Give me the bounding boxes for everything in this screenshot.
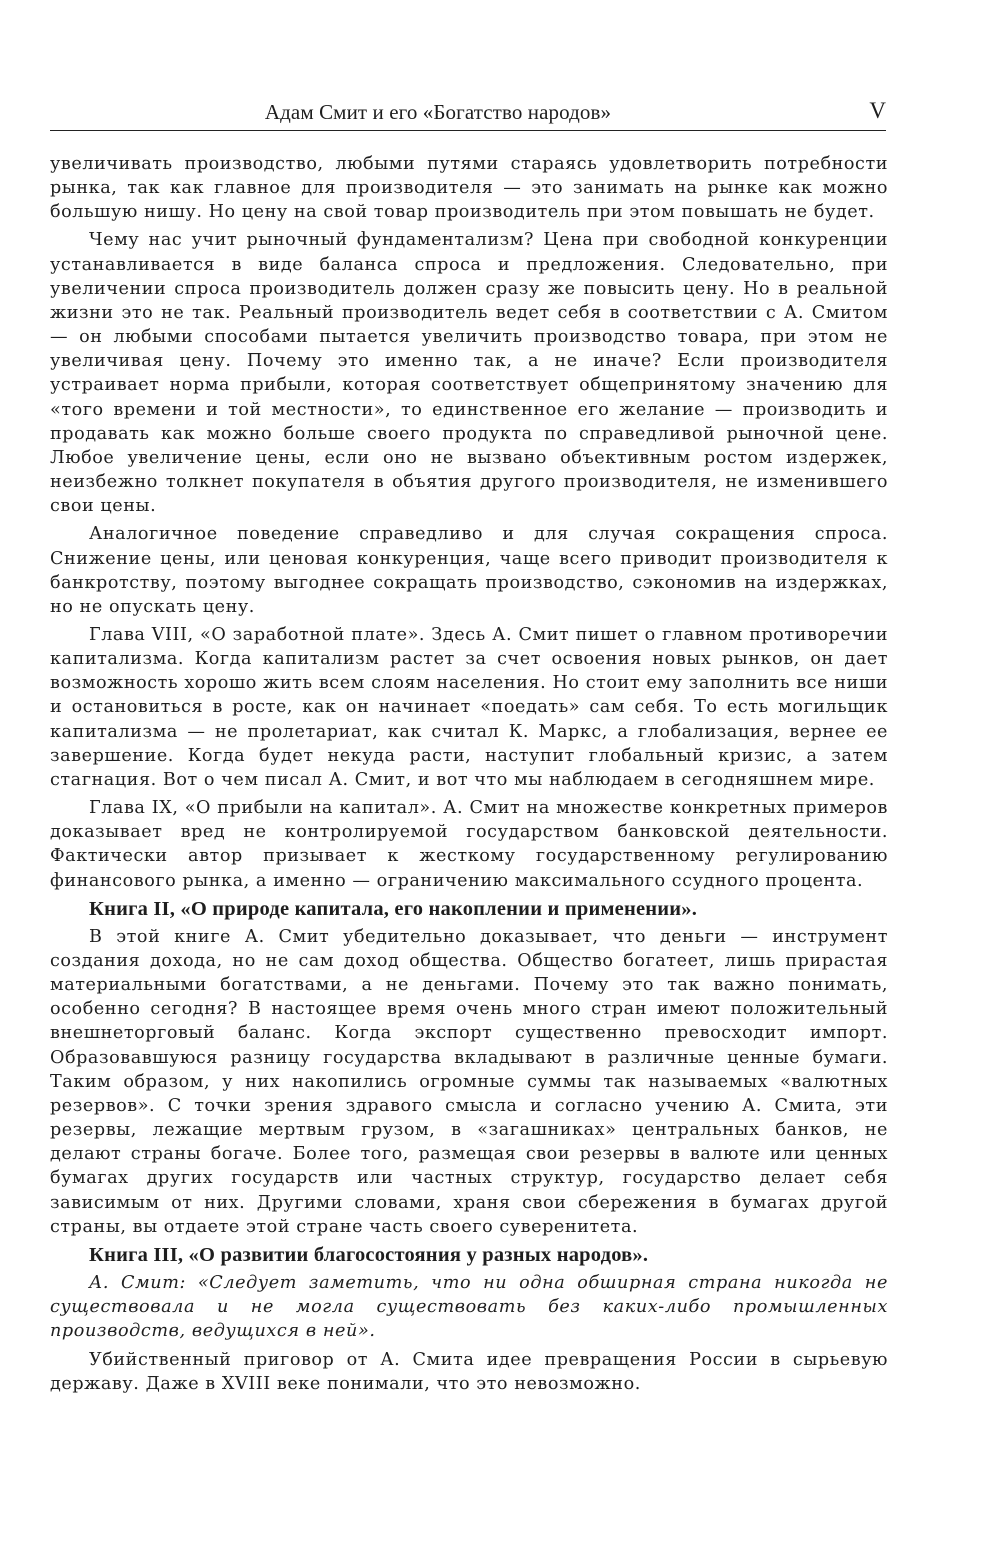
paragraph-market-fundamentalism: Чему нас учит рыночный фундаментализм? Цена при свободной конкуренции устанавливается в виде баланса спроса и предложения. Следовательно, при увеличении спроса производитель должен сразу же повысить цену. Но в реальной жизни это не так. Реальный производитель ведет себя в соответствии с А. Смитом — он любыми способами пытается увеличить производство товара, при этом не увеличивая цену. Почему это именно так, а не иначе? Если производителя устраивает норма прибыли, которая соответствует общепринятому значению для «того времени и той местности», то единственное его желание — производить и продавать как можно больше своего продукта по справедливой рыночной цене. Любое увеличение цены, если оно не вызвано объективным ростом издержек, неизбежно толкнет покупателя в объятия другого производителя, не изменившего свои цены. [50,230,888,517]
paragraph-conclusion: Убийственный приговор от А. Смита идее превращения России в сырьевую державу. Даже в XVIII веке понимали, что это невозможно. [50,1349,888,1394]
running-title: Адам Смит и его «Богатство народов» [264,100,612,124]
paragraph-chapter-9: Глава IX, «О прибыли на капитал». А. Смит на множестве конкретных примеров доказывает вред не контролируемой государством банковской деятельности. Фактически автор призывает к жесткому государственному регулированию финансового рынка, а именно — ограничению максимального ссудного процента. [50,798,888,891]
paragraph-continuation: увеличивать производство, любыми путями стараясь удовлетворить потребности рынка, так как главное для производителя — это занимать на рынке как можно большую нишу. Но цену на свой товар производитель при этом повышать не будет. [50,154,888,223]
paragraph-chapter-8: Глава VIII, «О заработной плате». Здесь А. Смит пишет о главном противоречии капитализма. Когда капитализм растет за счет освоения новых рынков, он дает возможность хорошо жить всем слоям населения. Но стоит ему заполнить все ниши и остановиться в росте, как он начинает «поедать» сам себя. То есть могильщик капитализма — не пролетариат, как считал К. Маркс, а глобализация, вернее ее завершение. Когда будет некуда расти, наступит глобальный кризис, а затем стагнация. Вот о чем писал А. Смит, и вот что мы наблюдаем в сегодняшнем мире. [50,624,888,790]
paragraph-demand-reduction: Аналогичное поведение справедливо и для случая сокращения спроса. Снижение цены, или ценовая конкуренция, чаще всего приводит производителя к банкротству, поэтому выгоднее сокращать производство, сэкономив на издержках, но не опускать цену. [50,524,888,617]
heading-book-3: Книга III, «О развитии благосостояния у разных народов». [89,1243,649,1266]
running-header [50,96,886,131]
heading-book-2: Книга II, «О природе капитала, его накоплении и применении». [89,897,698,920]
main-text [50,152,888,1400]
page-number: V [869,98,886,123]
quote-smith: А. Смит: «Следует заметить, что ни одна обширная страна никогда не существовала и не могла существовать без каких-либо промышленных производств, ведущихся в ней». [50,1273,888,1342]
paragraph-book-2: В этой книге А. Смит убедительно доказывает, что деньги — инструмент создания дохода, но не сам доход общества. Общество богатеет, лишь прирастая материальными богатствами, а не деньгами. Почему это так важно понимать, особенно сегодня? В настоящее время очень много стран имеют положительный внешнеторговый баланс. Когда экспорт существенно превосходит импорт. Образовавшуюся разницу государства вкладывают в различные ценные бумаги. Таким образом, у них накопились огромные суммы так называемых «валютных резервов». С точки зрения здравого смысла и согласно учению А. Смита, эти резервы, лежащие мертвым грузом, в «загашниках» центральных банков, не делают страны богаче. Более того, размещая свои резервы в валюте или ценных бумагах других государств или частных структур, государство делает себя зависимым от них. Другими словами, храня свои сбережения в бумагах другой страны, вы отдаете этой стране часть своего суверенитета. [50,926,888,1237]
